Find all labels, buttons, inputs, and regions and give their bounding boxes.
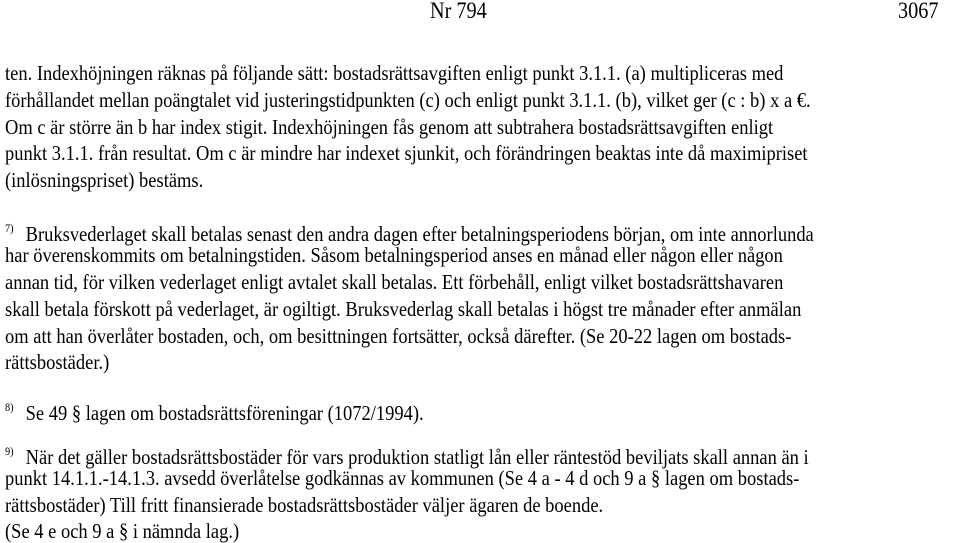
text-line: ten. Indexhöjningen räknas på följande sätt: bostadsrättsavgiften enligt punkt 3.1.1. (a) multipliceras med bbox=[5, 61, 784, 85]
footnote-9-line bbox=[5, 439, 809, 469]
text-line: förhållandet mellan poängtalet vid justeringstidpunkten (c) och enligt punkt 3.1.1. (b), vilket ger (c : b) x a €. bbox=[5, 88, 811, 112]
footnote-8-line bbox=[5, 395, 424, 425]
text-line: om att han överlåter bostaden, och, om besittningen fortsätter, också därefter. (Se 20-22 lagen om bostads- bbox=[5, 324, 792, 348]
footnote-7-line bbox=[5, 216, 814, 246]
footnote-marker: 8) bbox=[5, 400, 14, 414]
text-line: har överenskommits om betalningstiden. Såsom betalningsperiod anses en månad eller någon eller någon bbox=[5, 243, 783, 267]
text-line: punkt 14.1.1.-14.1.3. avsedd överlåtelse godkännas av kommunen (Se 4 a - 4 d och 9 a § lagen om bostads- bbox=[5, 466, 800, 490]
text-line: Om c är större än b har index stigit. Indexhöjningen fås genom att subtrahera bostadsrättsavgiften enligt bbox=[5, 115, 774, 139]
text-line: (Se 4 e och 9 a § i nämnda lag.) bbox=[5, 519, 240, 543]
text-line: (inlösningspriset) bestäms. bbox=[5, 168, 204, 192]
text-line: rättsbostäder.) bbox=[5, 350, 110, 374]
text-line: rättsbostäder) Till fritt finansierade bostadsrättsbostäder väljer ägaren de boende. bbox=[5, 493, 604, 517]
page-number: 3067 bbox=[898, 0, 939, 23]
text-line: När det gäller bostadsrättsbostäder för vars produktion statligt lån eller räntestöd beviljats skall annan än i bbox=[25, 445, 809, 469]
issue-number: Nr 794 bbox=[430, 0, 487, 23]
text-line: Bruksvederlaget skall betalas senast den andra dagen efter betalningsperiodens början, om inte annorlunda bbox=[25, 222, 814, 246]
text-line: punkt 3.1.1. från resultat. Om c är mindre har indexet sjunkit, och förändringen beaktas inte då maximipriset bbox=[5, 141, 808, 165]
text-line: annan tid, för vilken vederlaget enligt avtalet skall betalas. Ett förbehåll, enligt vilket bostadsrättshavaren bbox=[5, 270, 784, 294]
footnote-marker: 7) bbox=[5, 221, 14, 235]
text-line: skall betala förskott på vederlaget, är ogiltigt. Bruksvederlag skall betalas i högst tre månader efter anmälan bbox=[5, 297, 802, 321]
footnote-marker: 9) bbox=[5, 444, 14, 458]
text-line: Se 49 § lagen om bostadsrättsföreningar (1072/1994). bbox=[25, 401, 424, 425]
